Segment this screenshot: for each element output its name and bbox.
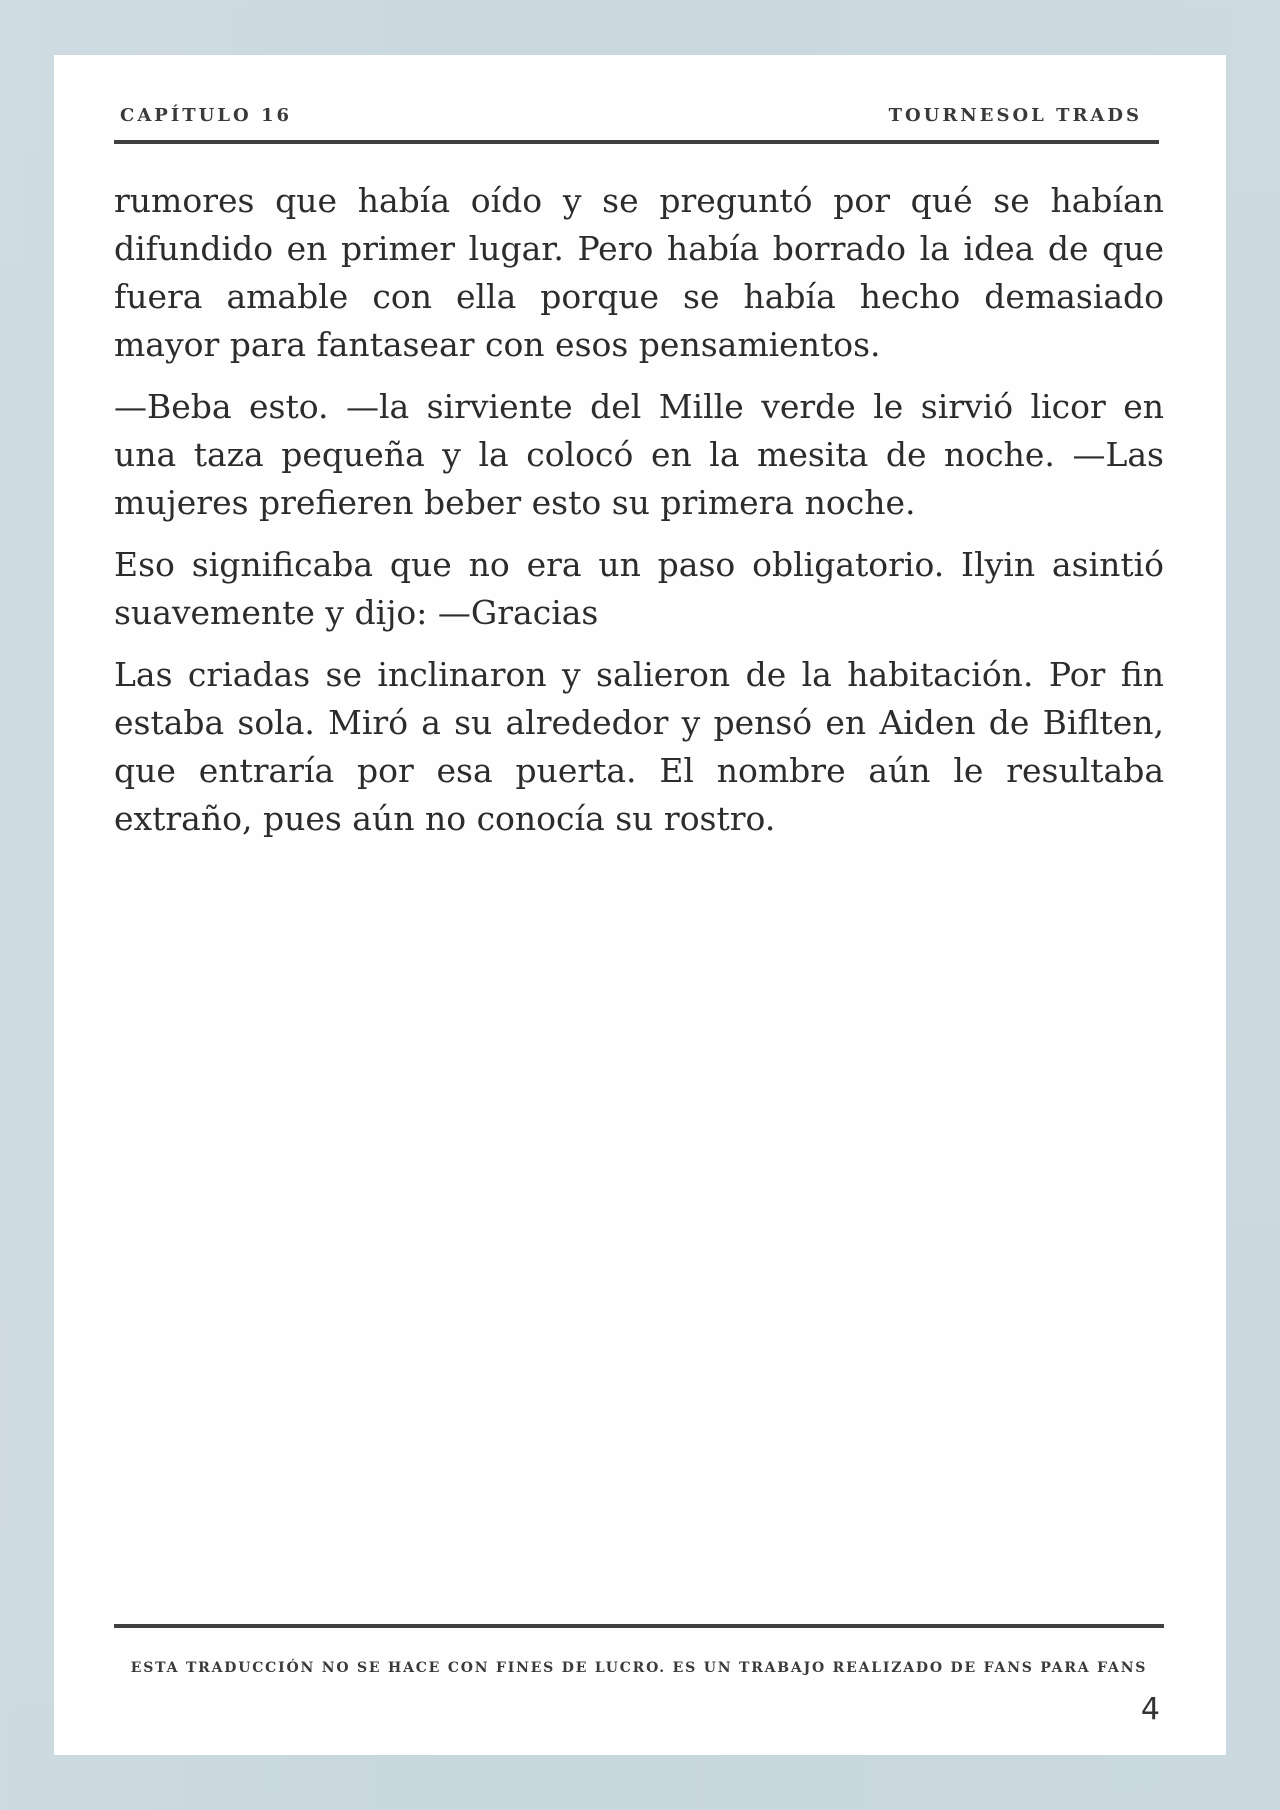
paragraph: rumores que había oído y se preguntó por qué se habían difundido en primer lugar. Pero había borrado la idea de que fuera amable con ella porque se había hecho demasiado mayor para fantasear con esos pensamientos. [114, 181, 1164, 364]
paragraph: Las criadas se inclinaron y salieron de la habitación. Por fin estaba sola. Miró a su alrededor y pensó en Aiden de Biflten, que entraría por esa puerta. El nombre aún le resultaba extraño, pues aún no conocía su rostro. [114, 655, 1164, 838]
page-number: 4 [1140, 1692, 1160, 1727]
header-divider [114, 140, 1159, 144]
paragraph: —Beba esto. —la sirviente del Mille verde le sirvió licor en una taza pequeña y la colocó en la mesita de noche. —Las mujeres prefieren beber esto su primera noche. [114, 387, 1164, 522]
translator-group-heading: TOURNESOL TRADS [888, 105, 1142, 126]
chapter-heading: CAPÍTULO 16 [120, 105, 292, 126]
paragraph: Eso significaba que no era un paso obligatorio. Ilyin asintió suavemente y dijo: —Gracias [114, 545, 1164, 632]
document-page [54, 55, 1226, 1755]
footer-divider [114, 1624, 1164, 1628]
footer-disclaimer: ESTA TRADUCCIÓN NO SE HACE CON FINES DE LUCRO. ES UN TRABAJO REALIZADO DE FANS PARA FANS [130, 1660, 1148, 1676]
chapter-body [114, 177, 1164, 857]
